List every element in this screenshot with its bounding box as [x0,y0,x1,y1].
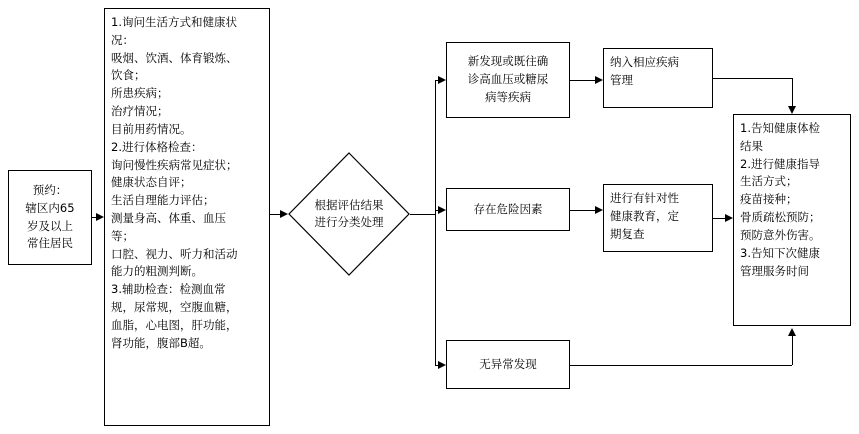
arrowhead-disease-to-manage [595,76,603,84]
arrowhead-bus-to-branch-risk [438,206,446,214]
node-decision [288,152,410,276]
connector-manage-to-result-h [713,78,792,79]
arrowhead-education-to-result [725,214,733,222]
arrowhead-bus-to-branch-disease [438,76,446,84]
node-branch-risk: 存在危险因素 [446,188,570,231]
arrowhead-risk-to-education [595,206,603,214]
connector-manage-to-result-v [792,78,793,106]
node-assessment: 1.询问生活方式和健康状 况： 吸烟、饮酒、体育锻炼、 饮食； 所患疾病； 治疗情况； 目前用药情况。 2.进行体格检查： 询问慢性疾病常见症状； 健康状态自评； 生活自理能力评估； 测量身高、体重、血压 等； 口腔、视力、听力和活动 能力的粗测判断。 3.辅助检查：检测血常 规，尿常规，空腹血糖， 血脂，心电图，肝功能， 肾功能，腹部B超。 [104,8,270,426]
arrowhead-assessment-to-decision [280,210,288,218]
arrowhead-manage-to-result [788,106,796,114]
node-decision-label: 根据评估结果 进行分类处理 [314,197,384,229]
connector-branch-bus [435,80,436,365]
connector-decision-to-bus [410,214,436,215]
node-health-education: 进行有针对性 健康教育，定 期复查 [603,184,713,252]
connector-risk-to-education [570,210,595,211]
arrowhead-normal-to-result [788,328,796,336]
arrowhead-start-to-assessment [96,213,104,221]
node-branch-disease: 新发现或既往确 诊高血压或糖尿 病等疾病 [446,42,570,118]
node-result: 1.告知健康体检 结果 2.进行健康指导 生活方式； 疫苗接种； 骨质疏松预防； 预防意外伤害。 3.告知下次健康 管理服务时间 [733,114,851,326]
node-branch-normal: 无异常发现 [446,340,570,389]
connector-disease-to-manage [570,80,595,81]
node-start: 预约： 辖区内65 岁及以上 常住居民 [8,170,92,265]
connector-normal-to-result-v [792,336,793,365]
connector-normal-to-result-h [570,365,792,366]
arrowhead-bus-to-branch-normal [438,361,446,369]
connector-assessment-to-decision [270,214,280,215]
node-manage-disease: 纳入相应疾病 管理 [603,48,713,108]
connector-education-to-result [713,218,725,219]
